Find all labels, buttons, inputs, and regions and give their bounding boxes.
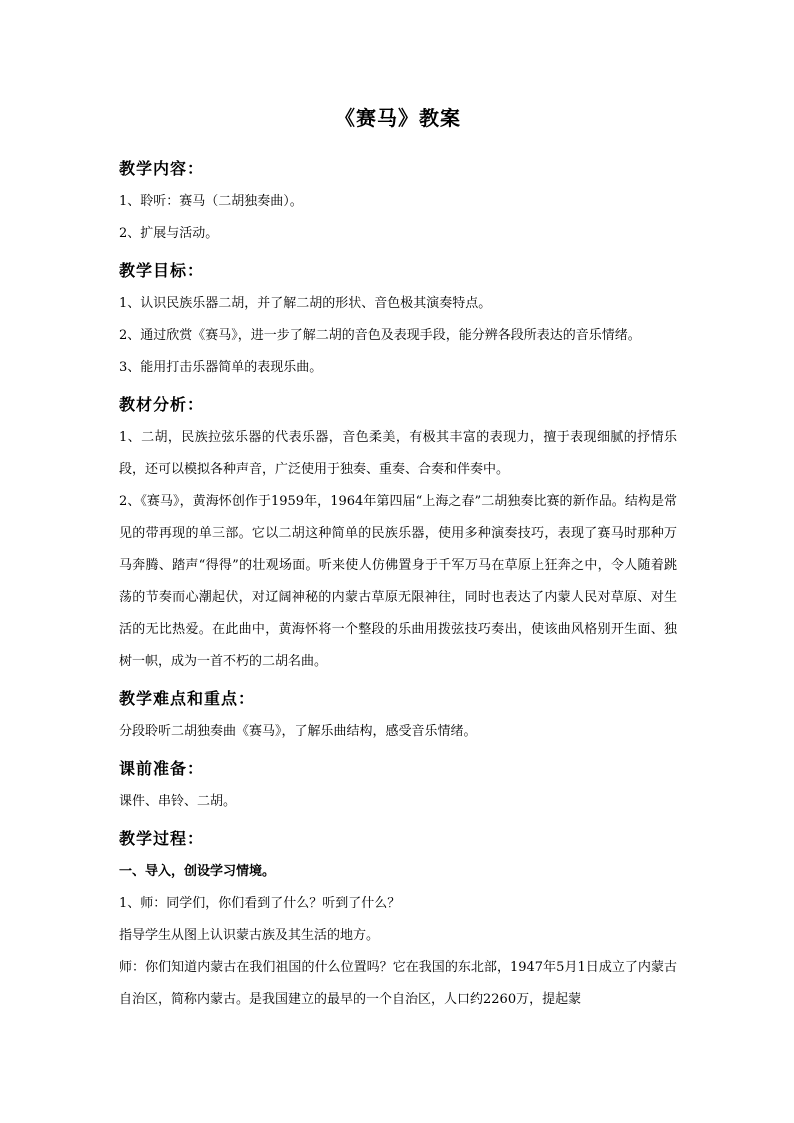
subheading-introduction: 一、导入，创设学习情境。 [119,864,276,879]
paragraph: 指导学生从图上认识蒙古族及其生活的地方。 [119,928,380,943]
heading-teaching-content: 教学内容： [119,159,205,178]
paragraph: 师：你们知道内蒙古在我们祖国的什么位置吗？它在我国的东北部，1947年5月1日成立了内蒙古自治区，简称内蒙古。是我国建立的最早的一个自治区，人口约2260万，提起蒙 [119,960,677,1007]
heading-key-points: 教学难点和重点： [119,689,256,708]
paragraph: 1、二胡，民族拉弦乐器的代表乐器，音色柔美，有极其丰富的表现力，擅于表现细腻的抒情乐段，还可以模拟各种声音，广泛使用于独奏、重奏、合奏和伴奏中。 [119,430,677,477]
paragraph: 2、通过欣赏《赛马》，进一步了解二胡的音色及表现手段，能分辨各段所表达的音乐情绪。 [119,328,641,343]
paragraph: 2、扩展与活动。 [119,226,219,241]
paragraph: 2、《赛马》，黄海怀创作于1959年，1964年第四届“上海之春”二胡独奏比赛的新作品。结构是常见的带再现的单三部。它以二胡这种简单的民族乐器，使用多种演奏技巧，表现了赛马时那种万马奔腾、踏声“得得”的壮观场面。听来使人仿佛置身于千军万马在草原上狂奔之中，令人随着跳荡的节奏而心潮起伏，对辽阔神秘的内蒙古草原无限神往，同时也表达了内蒙人民对草原、对生活的无比热爱。在此曲中，黄海怀将一个整段的乐曲用拨弦技巧奏出，使该曲风格别开生面、独树一帜，成为一首不朽的二胡名曲。 [119,494,677,669]
paragraph: 分段聆听二胡独奏曲《赛马》，了解乐曲结构，感受音乐情绪。 [119,724,477,739]
paragraph: 1、师：同学们，你们看到了什么？听到了什么？ [119,896,401,911]
document-body [119,98,677,1016]
paragraph: 1、认识民族乐器二胡，并了解二胡的形状、音色极其演奏特点。 [119,296,492,311]
paragraph: 3、能用打击乐器简单的表现乐曲。 [119,360,323,375]
document-title: 《赛马》教案 [335,106,461,130]
heading-teaching-process: 教学过程： [119,829,205,848]
heading-teaching-goals: 教学目标： [119,261,205,280]
heading-material-analysis: 教材分析： [119,395,205,414]
paragraph: 课件、串铃、二胡。 [119,794,237,809]
heading-preparation: 课前准备： [119,759,205,778]
paragraph: 1、聆听：赛马（二胡独奏曲）。 [119,194,303,209]
